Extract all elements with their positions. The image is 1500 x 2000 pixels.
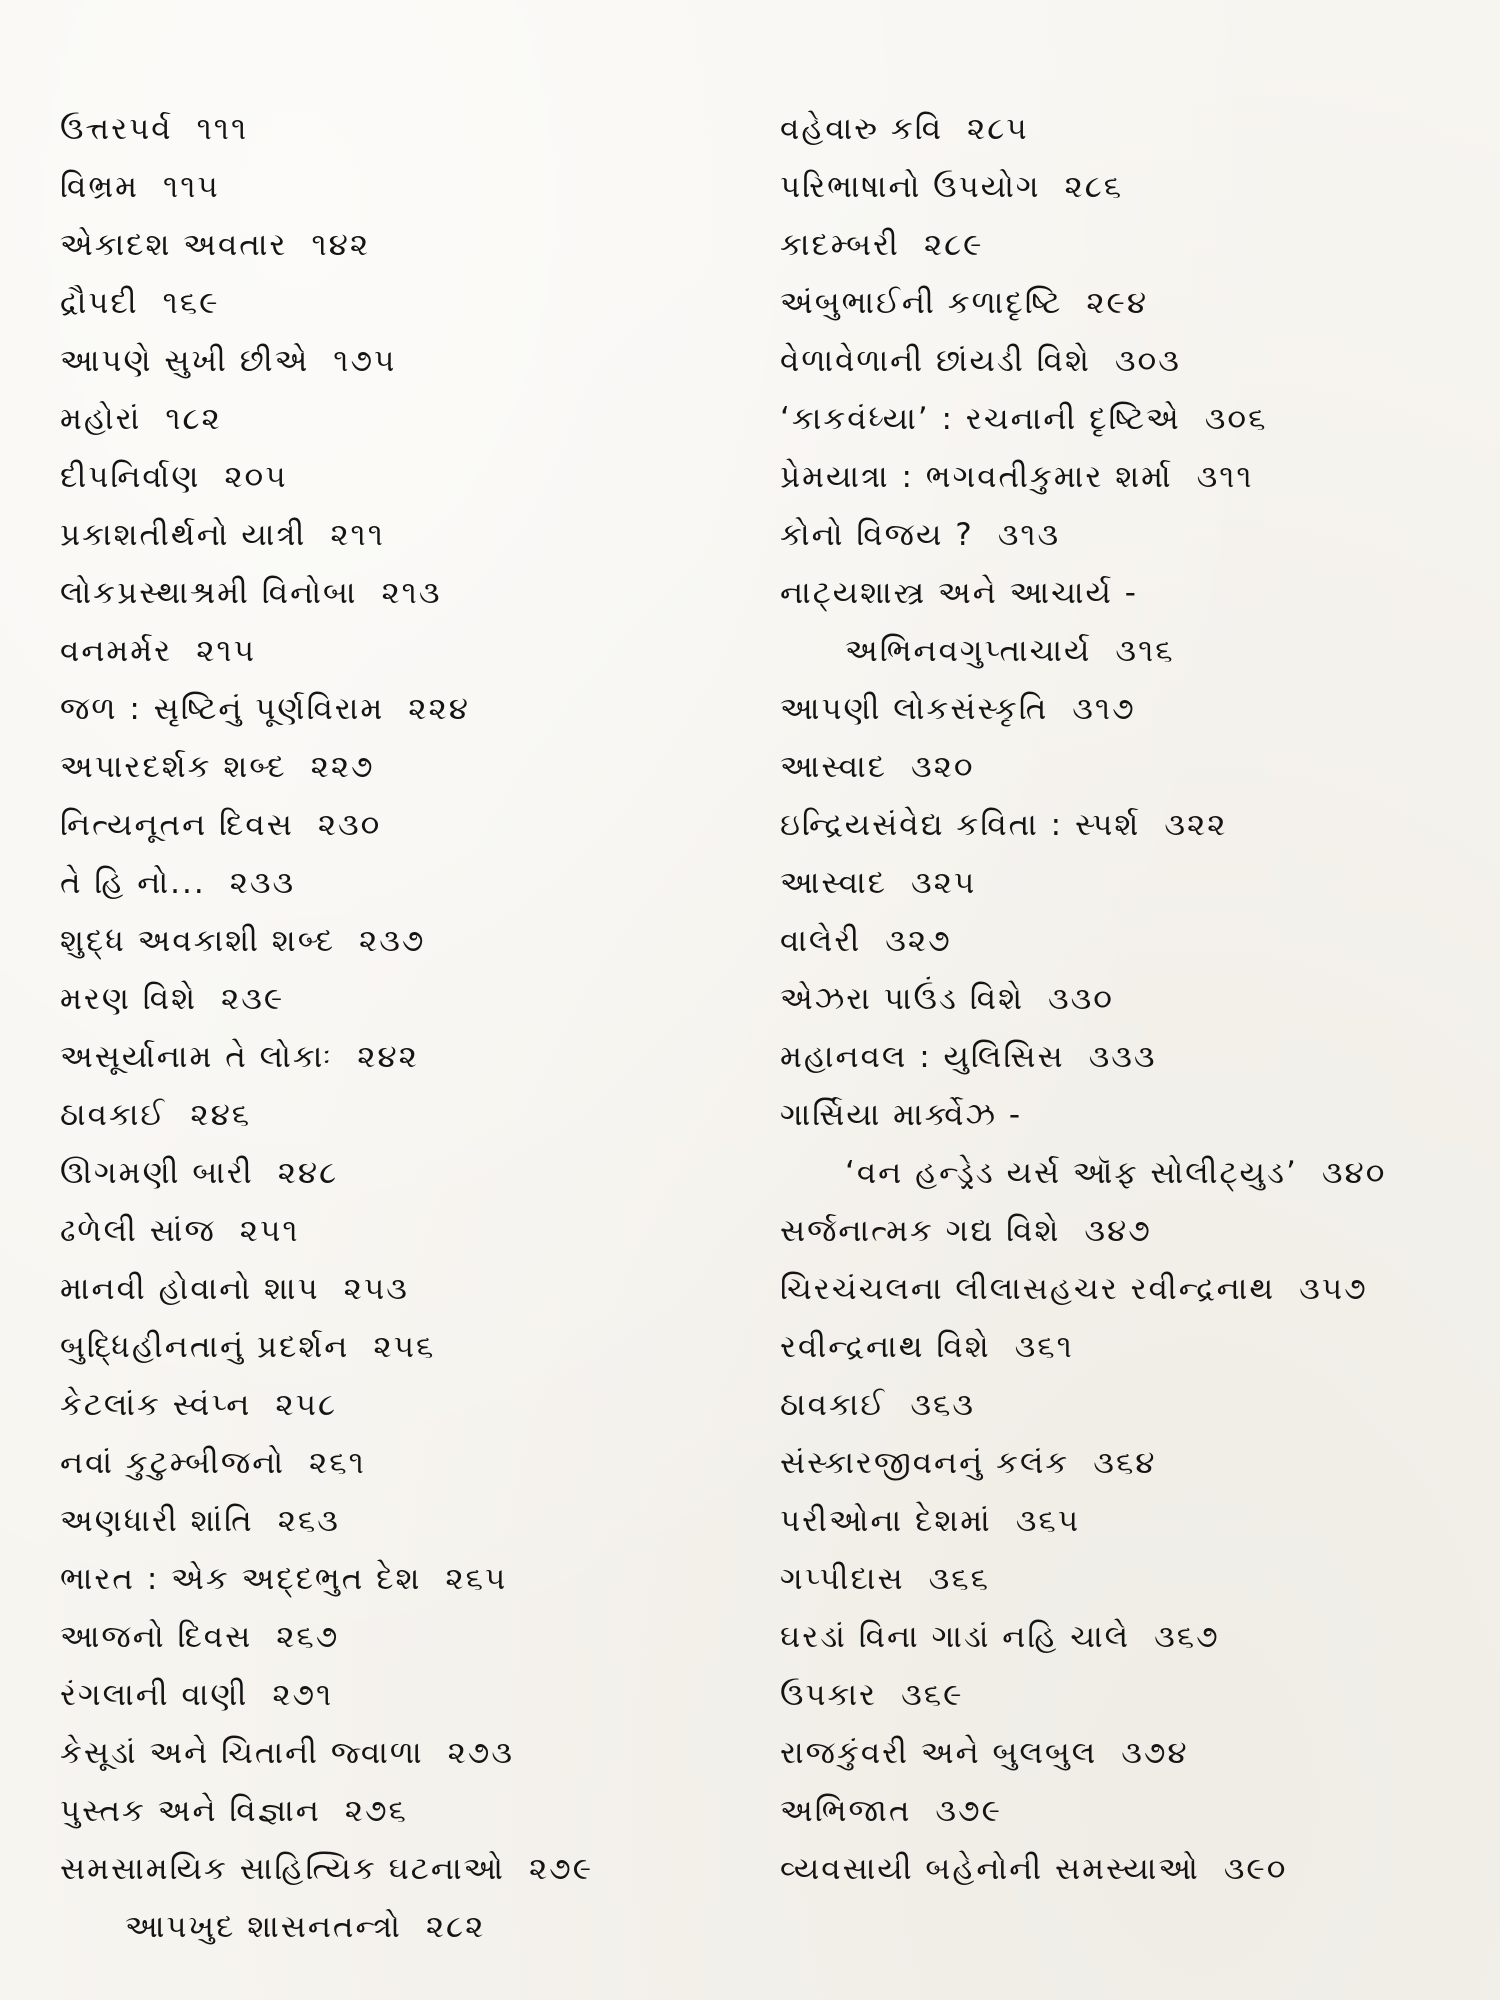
toc-entry-page-number: ૩૧૬ [1115,633,1175,669]
toc-entry [60,622,760,680]
toc-entry-page-number: ૨૦૫ [224,459,288,495]
toc-entry [60,1376,760,1434]
toc-entry-title: ઠાવકાઈ [780,1387,887,1423]
toc-entry-title: શુદ્ધ અવકાશી શબ્દ [60,923,336,959]
toc-entry-page-number: ૧૪૨ [311,227,371,263]
toc-entry-title: પ્રેમયાત્રા : ભગવતીકુમાર શર્મા [780,459,1173,495]
toc-entry-title: આપખુદ શાસનતન્ત્રો [125,1909,402,1945]
toc-entry-page-number: ૩૧૭ [1072,691,1136,727]
toc-entry [780,1434,1460,1492]
toc-entry [60,854,760,912]
toc-entry-title: અણધારી શાંતિ [60,1503,254,1539]
toc-entry [60,332,760,390]
toc-entry-title: રવીન્દ્રનાથ વિશે [780,1329,991,1365]
toc-entry-page-number: ૩૬૬ [928,1561,990,1597]
toc-entry-title: કોનો વિજય ? [780,517,974,553]
toc-entry-page-number: ૨૭૯ [528,1851,594,1887]
toc-entry-page-number: ૧૬૯ [162,285,220,321]
toc-entry-title: ભારત : એક અદ્દભુત દેશ [60,1561,422,1597]
toc-entry [60,1898,760,1956]
toc-entry-title: જળ : સૃષ્ટિનું પૂર્ણવિરામ [60,691,385,727]
toc-entry-page-number: ૨૯૪ [1086,285,1149,321]
toc-entry [60,100,760,158]
toc-entry-title: રાજકુંવરી અને બુલબુલ [780,1735,1098,1771]
toc-entry-title: વ્યવસાયી બહેનોની સમસ્યાઓ [780,1851,1200,1887]
toc-entry-title: ઇન્દ્રિયસંવેદ્ય કવિતા : સ્પર્શ [780,807,1141,843]
toc-entry-title: આજનો દિવસ [60,1619,253,1655]
toc-entry-page-number: ૨૧૧ [330,517,385,553]
toc-entry-page-number: ૨૧૫ [196,633,256,669]
toc-entry-page-number: ૨૬૭ [276,1619,340,1655]
toc-entry-title: મરણ વિશે [60,981,198,1017]
toc-entry [780,1318,1460,1376]
toc-entry-page-number: ૩૯૦ [1223,1851,1288,1887]
toc-entry [60,1840,760,1898]
toc-entry-title: આસ્વાદ [780,749,888,785]
toc-entry-title: ઢળેલી સાંજ [60,1213,216,1249]
toc-entry [60,1260,760,1318]
contents-left-column [60,100,760,1956]
toc-entry [780,622,1460,680]
toc-entry-title: કાદમ્બરી [780,227,900,263]
toc-entry-title: પ્રકાશતીર્થનો યાત્રી [60,517,307,553]
toc-entry [60,1028,760,1086]
toc-entry [60,1434,760,1492]
toc-entry [60,216,760,274]
toc-entry-title: મહોરાં [60,401,142,437]
toc-entry-title: ચિરચંચલના લીલાસહચર રવીન્દ્રનાથ [780,1271,1276,1307]
toc-entry [60,390,760,448]
toc-entry-page-number: ૩૦૬ [1204,401,1268,437]
toc-entry-page-number: ૨૧૩ [381,575,442,611]
toc-entry-page-number: ૩૫૭ [1299,1271,1368,1307]
toc-entry-page-number: ૩૧૩ [997,517,1061,553]
toc-entry [780,1144,1460,1202]
toc-entry-page-number: ૨૫૩ [343,1271,409,1307]
toc-entry-page-number: ૩૪૦ [1321,1155,1387,1191]
toc-entry-page-number: ૨૭૩ [447,1735,514,1771]
toc-entry [60,796,760,854]
toc-entry-title: વાલેરી [780,923,862,959]
toc-entry [780,1608,1460,1666]
toc-entry-page-number: ૨૨૪ [408,691,470,727]
toc-entry-title: કેસૂડાં અને ચિતાની જ્વાળા [60,1735,424,1771]
toc-entry-title: ‘વન હન્ડ્રેડ યર્સ ઑફ સોલીટ્યુડ’ [845,1155,1298,1191]
toc-entry [780,100,1460,158]
toc-entry [60,506,760,564]
toc-entry-page-number: ૨૮૨ [425,1909,486,1945]
toc-entry-page-number: ૨૬૧ [309,1445,366,1481]
toc-entry [60,1492,760,1550]
toc-entry-page-number: ૨૪૨ [357,1039,419,1075]
toc-entry-page-number: ૧૧૧ [196,111,249,147]
toc-entry [60,1724,760,1782]
toc-entry-title: વિભ્રમ [60,169,140,205]
toc-entry-title: એકાદશ અવતાર [60,227,288,263]
toc-entry-title: અસૂર્યાનામ તે લોકાઃ [60,1039,334,1075]
toc-entry-title: આપણે સુખી છીએ [60,343,310,379]
toc-entry-page-number: ૩૬૫ [1015,1503,1081,1539]
toc-entry-title: વહેવારુ કવિ [780,111,944,147]
toc-entry-page-number: ૧૧૫ [163,169,220,205]
toc-entry [780,854,1460,912]
toc-entry-title: અભિજાત [780,1793,912,1829]
toc-entry-title: ઉત્તરપર્વ [60,111,173,147]
toc-entry-page-number: ૩૪૭ [1084,1213,1152,1249]
toc-entry [780,738,1460,796]
toc-entry [780,970,1460,1028]
toc-entry [780,1260,1460,1318]
toc-entry [60,1202,760,1260]
toc-entry [780,912,1460,970]
toc-entry [60,970,760,1028]
toc-entry-title: સર્જનાત્મક ગદ્ય વિશે [780,1213,1061,1249]
toc-entry-page-number: ૨૮૯ [923,227,984,263]
toc-entry [60,1144,760,1202]
toc-entry-title: ઠાવકાઈ [60,1097,167,1133]
toc-entry-title: ગપ્પીદાસ [780,1561,905,1597]
toc-entry-page-number: ૨૪૬ [190,1097,252,1133]
toc-entry-page-number: ૨૩૯ [221,981,285,1017]
toc-entry-title: એઝરા પાઉંડ વિશે [780,981,1024,1017]
toc-entry-title: ઊગમણી બારી [60,1155,254,1191]
toc-entry [60,274,760,332]
toc-entry [780,448,1460,506]
toc-entry [60,1550,760,1608]
contents-right-column [780,100,1460,1898]
toc-entry [780,274,1460,332]
toc-entry [780,216,1460,274]
toc-entry [60,1666,760,1724]
toc-entry-page-number: ૧૭૫ [333,343,397,379]
toc-entry [60,912,760,970]
toc-entry-page-number: ૩૨૦ [911,749,975,785]
toc-entry-title: તે હિ નો... [60,865,206,901]
toc-entry [780,1492,1460,1550]
toc-entry-page-number: ૨૩૭ [359,923,426,959]
toc-entry-page-number: ૨૪૮ [277,1155,339,1191]
toc-entry [780,796,1460,854]
toc-entry-title: વનમર્મર [60,633,173,669]
toc-entry-page-number: ૨૭૧ [272,1677,334,1713]
toc-entry-page-number: ૨૩૩ [229,865,296,901]
toc-entry-page-number: ૩૬૯ [901,1677,964,1713]
toc-entry-page-number: ૨૫૬ [373,1329,436,1365]
toc-entry-page-number: ૧૮૨ [165,401,222,437]
toc-entry-title: આસ્વાદ [780,865,888,901]
toc-entry-title: ‘કાકવંધ્યા’ : રચનાની દૃષ્ટિએ [780,401,1181,437]
toc-entry-title: વેળાવેળાની છાંયડી વિશે [780,343,1091,379]
toc-entry-page-number: ૩૦૩ [1114,343,1181,379]
toc-entry-page-number: ૩૩૦ [1048,981,1114,1017]
toc-entry [780,158,1460,216]
toc-entry-title: પુસ્તક અને વિજ્ઞાન [60,1793,321,1829]
toc-entry-page-number: ૨૫૧ [239,1213,300,1249]
toc-entry-title: લોકપ્રસ્થાશ્રમી વિનોબા [60,575,358,611]
toc-entry-title: મહાનવલ : યુલિસિસ [780,1039,1065,1075]
toc-entry [780,1724,1460,1782]
toc-entry [780,506,1460,564]
toc-entry [780,564,1460,622]
toc-entry-page-number: ૩૬૩ [910,1387,976,1423]
toc-entry [780,1782,1460,1840]
toc-entry [780,390,1460,448]
toc-entry-title: બુદ્ધિહીનતાનું પ્રદર્શન [60,1329,350,1365]
toc-entry-title: સંસ્કારજીવનનું કલંક [780,1445,1070,1481]
toc-entry [60,448,760,506]
toc-entry-page-number: ૨૬૩ [277,1503,340,1539]
toc-entry-title: રંગલાની વાણી [60,1677,249,1713]
toc-entry-title: નાટ્યશાસ્ત્ર અને આચાર્ય - [780,575,1138,611]
toc-entry-title: આપણી લોકસંસ્કૃતિ [780,691,1049,727]
toc-entry [60,738,760,796]
toc-entry-title: ઘરડાં વિના ગાડાં નહિ ચાલે [780,1619,1131,1655]
toc-entry [60,158,760,216]
toc-entry-title: અંબુભાઈની કળાદૃષ્ટિ [780,285,1063,321]
toc-entry [60,564,760,622]
toc-entry-title: સમસામયિક સાહિત્યિક ઘટનાઓ [60,1851,505,1887]
toc-entry [780,1086,1460,1144]
toc-entry [780,1840,1460,1898]
toc-entry-page-number: ૩૨૭ [885,923,952,959]
toc-entry [60,680,760,738]
toc-entry-title: કેટલાંક સ્વંપ્ન [60,1387,252,1423]
toc-entry-page-number: ૩૨૨ [1164,807,1228,843]
toc-entry-title: દીપનિર્વાણ [60,459,201,495]
toc-entry-page-number: ૨૨૭ [310,749,375,785]
toc-entry-page-number: ૩૬૭ [1154,1619,1220,1655]
toc-entry [780,1028,1460,1086]
toc-entry [780,680,1460,738]
toc-entry-title: અભિનવગુપ્તાચાર્ય [845,633,1092,669]
toc-entry-page-number: ૩૩૩ [1088,1039,1157,1075]
toc-entry-title: અપારદર્શક શબ્દ [60,749,287,785]
toc-entry-page-number: ૩૭૯ [935,1793,1002,1829]
toc-entry-title: દ્રૌપદી [60,285,139,321]
toc-entry-title: પરિભાષાનો ઉપયોગ [780,169,1041,205]
toc-entry-title: નિત્યનૂતન દિવસ [60,807,294,843]
toc-entry-title: માનવી હોવાનો શાપ [60,1271,320,1307]
toc-entry [780,1666,1460,1724]
toc-entry-page-number: ૨૬૫ [445,1561,508,1597]
toc-entry-page-number: ૨૩૦ [317,807,382,843]
toc-entry [780,1550,1460,1608]
toc-entry-page-number: ૨૫૮ [275,1387,338,1423]
toc-entry-title: ઉપકાર [780,1677,878,1713]
toc-entry [60,1608,760,1666]
toc-entry-page-number: ૨૮૬ [1064,169,1124,205]
toc-entry [60,1318,760,1376]
toc-entry-page-number: ૩૬૧ [1014,1329,1074,1365]
toc-entry-page-number: ૩૨૫ [911,865,977,901]
toc-entry [60,1086,760,1144]
toc-entry-page-number: ૨૮૫ [967,111,1029,147]
toc-entry-page-number: ૩૬૪ [1093,1445,1157,1481]
toc-entry-title: ગાર્સિયા માર્ક્વેઝ - [780,1097,1023,1133]
toc-entry-page-number: ૩૭૪ [1121,1735,1189,1771]
toc-entry-title: પરીઓના દેશમાં [780,1503,992,1539]
toc-entry [60,1782,760,1840]
toc-entry-page-number: ૨૭૬ [344,1793,408,1829]
toc-entry [780,332,1460,390]
toc-entry [780,1202,1460,1260]
toc-entry [780,1376,1460,1434]
toc-entry-title: નવાં કુટુમ્બીજનો [60,1445,286,1481]
toc-entry-page-number: ૩૧૧ [1196,459,1254,495]
